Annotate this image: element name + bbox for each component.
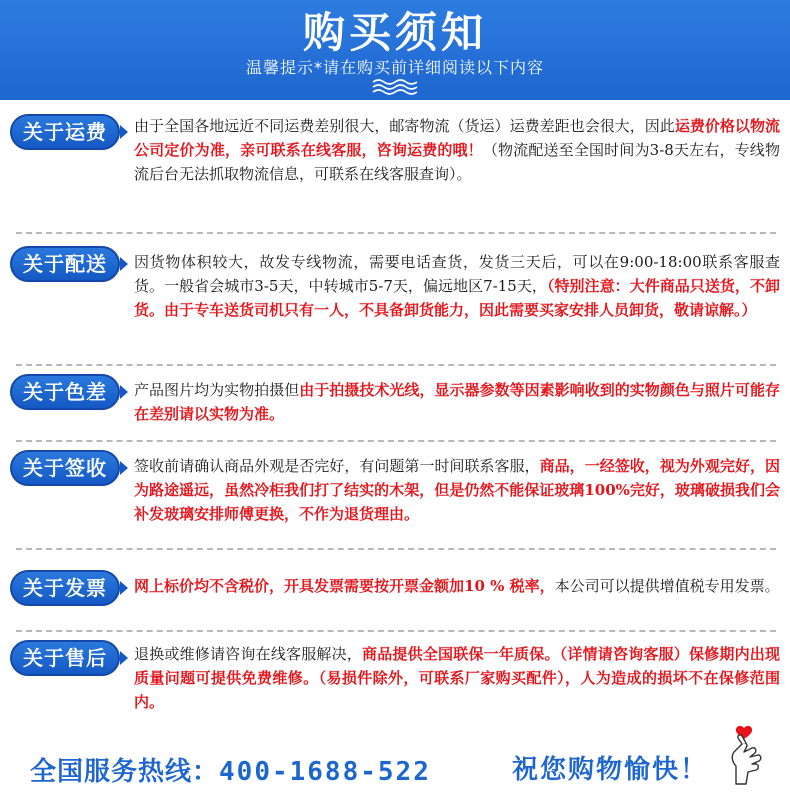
wave-icon [372,79,418,95]
section-highlight: 由于拍摄技术光线，显示器参数等因素影响收到的实物颜色与照片可能存在差别请以实物为准。 [134,381,780,423]
section-divider [16,440,776,442]
section-divider [16,548,776,550]
section-sign-for [0,450,790,540]
section-label: 关于色差 [10,374,120,410]
tag-arrow-icon [120,257,128,271]
hotline-number: 400-1688-522 [219,757,431,787]
section-highlight: 商品，一经签收，视为外观完好，因为路途遥远，虽然冷柜我们打了结实的木架，但是仍然不能保证玻璃100%完好，玻璃破损我们会补发玻璃安排师傅更换，不作为退货理由。 [134,457,780,523]
section-text: 退换或维修请咨询在线客服解决， [134,645,363,663]
section-label: 关于售后 [10,640,120,676]
page-title: 购买须知 [302,8,487,57]
section-body [134,114,780,186]
tag-arrow-icon [120,651,128,665]
section-text: 签收前请确认商品外观是否完好，有问题第一时间联系客服， [134,457,540,475]
section-invoice [0,570,790,626]
section-body [134,378,780,426]
section-body [134,642,780,714]
section-label: 关于签收 [10,450,120,486]
section-body [134,250,780,322]
tag-arrow-icon [120,125,128,139]
heart-hand-icon [722,722,774,786]
section-text: 因货物体积较大，故发专线物流，需要电话查货，发货三天后，可以在9:00-18:00联系客服查货。一般省会城市3-5天，中转城市5-7天，偏远地区7-15天， [134,253,780,295]
service-hotline [30,752,500,792]
section-delivery [0,244,790,360]
section-highlight: （特别注意：大件商品只送货，不卸货。由于专车送货司机只有一人，不具备卸货能力，因此需要买家安排人员卸货，敬请谅解。） [134,277,780,319]
tag-arrow-icon [120,581,128,595]
section-divider [16,630,776,632]
section-text: （物流配送至全国时间为3-8天左右，专线物流后台无法抓取物流信息，可联系在线客服查询）。 [134,141,780,183]
section-highlight: 商品提供全国联保一年质保。（详情请咨询客服）保修期内出现质量问题可提供免费维修。（易损件除外，可联系厂家购买配件），人为造成的损坏不在保修范围内。 [134,645,780,711]
section-shipping-fee [0,112,790,228]
section-body [134,454,780,526]
section-divider [16,364,776,366]
hotline-label: 全国服务热线： [30,757,220,787]
page-header [0,0,790,100]
section-body [134,574,780,598]
section-divider [16,232,776,234]
tag-arrow-icon [120,461,128,475]
section-label: 关于发票 [10,570,120,606]
tag-arrow-icon [120,385,128,399]
section-color-difference [0,374,790,438]
page-subtitle: 温馨提示*请在购买前详细阅读以下内容 [245,58,544,77]
section-text: 本公司可以提供增值税专用发票。 [554,577,780,595]
section-text: 产品图片均为实物拍摄但 [134,381,300,399]
section-label: 关于运费 [10,114,120,150]
section-label: 关于配送 [10,246,120,282]
closing-wish: 祝您购物愉快！ [512,755,709,785]
section-highlight: 网上标价均不含税价，开具发票需要按开票金额加10 % 税率， [134,577,555,595]
section-text: 由于全国各地远近不同运费差别很大，邮寄物流（货运）运费差距也会很大，因此 [134,117,675,135]
section-highlight: 运费价格以物流公司定价为准，亲可联系在线客服，咨询运费的哦！ [134,117,780,159]
section-after-sales [0,640,790,726]
